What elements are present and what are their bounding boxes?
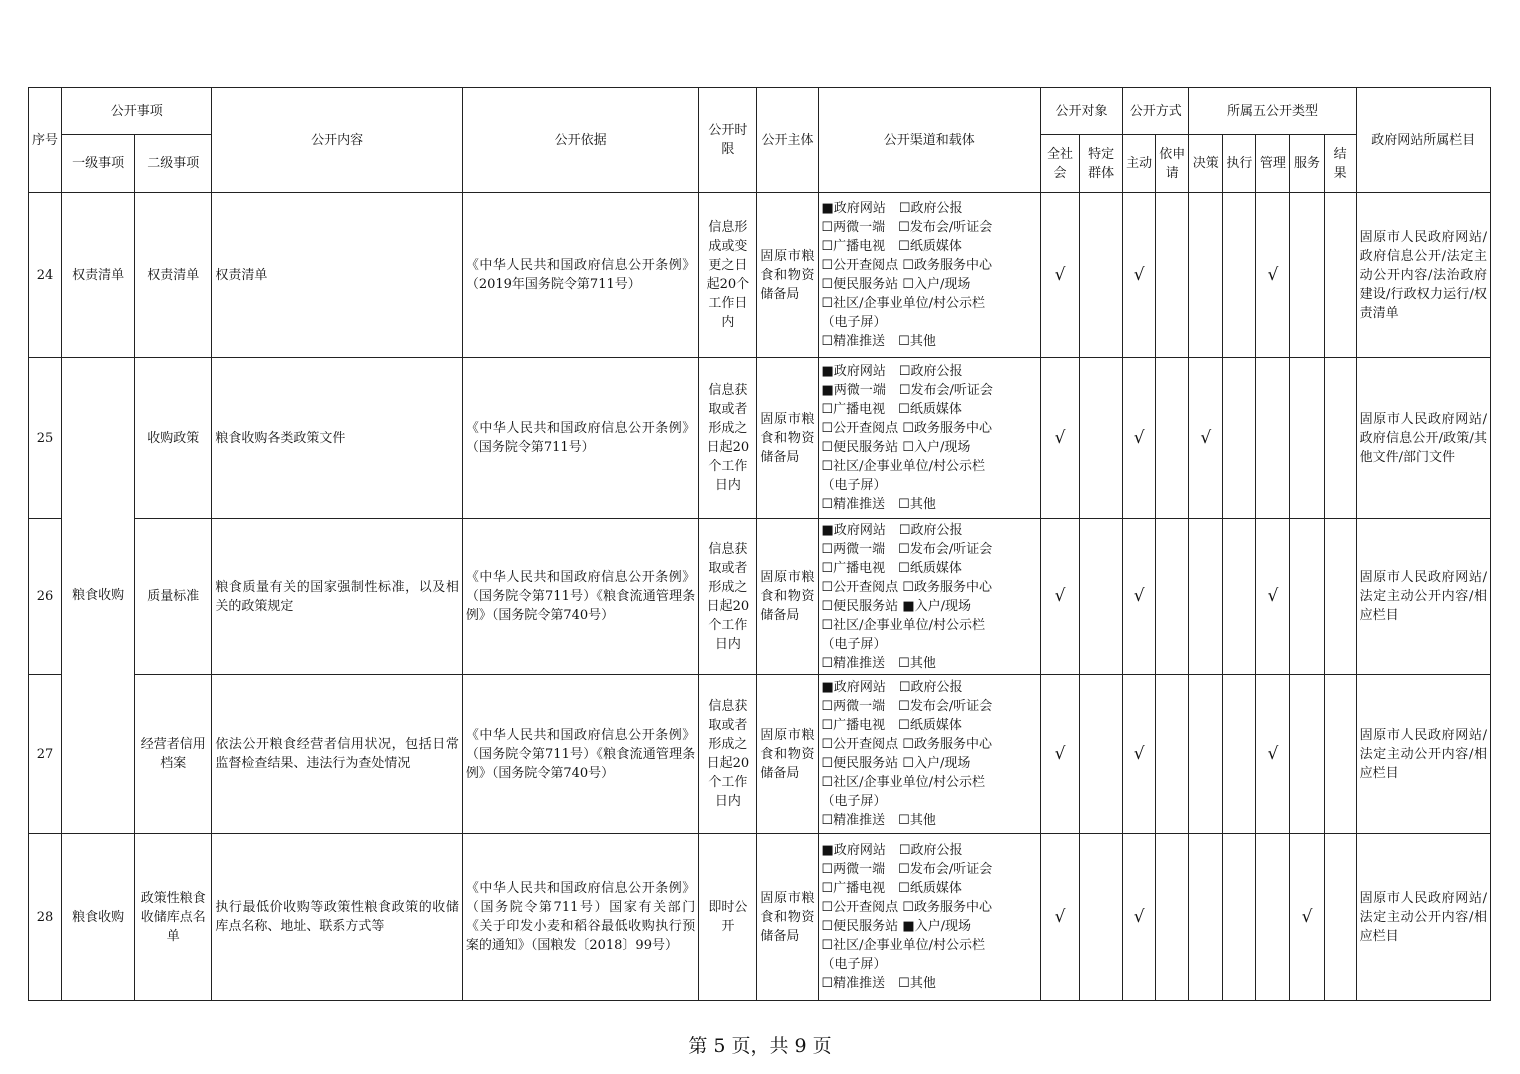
row-content: 权责清单 (212, 193, 462, 358)
row-website: 固原市人民政府网站/政府信息公开/法定主动公开内容/法治政府建设/行政权力运行/权责清单 (1356, 193, 1490, 358)
header-method-apply: 依申请 (1156, 135, 1189, 193)
row-type-manage (1256, 834, 1290, 1001)
table-row (29, 519, 1491, 675)
channel-line: ☐公开查阅点 ☐政务服务中心 (821, 737, 992, 753)
channel-line: ☐便民服务站 ☐入户/现场 (821, 277, 971, 293)
row-method-apply (1156, 834, 1189, 1001)
header-content: 公开内容 (212, 88, 462, 193)
channel-line: ☐公开查阅点 ☐政务服务中心 (821, 579, 992, 595)
header-channel: 公开渠道和载体 (818, 88, 1040, 193)
row-target-all: √ (1040, 674, 1079, 834)
row-website: 固原市人民政府网站/法定主动公开内容/相应栏目 (1356, 834, 1490, 1001)
row-level1: 权责清单 (62, 193, 135, 358)
header-target-all: 全社会 (1040, 135, 1079, 193)
header-method-group: 公开方式 (1123, 88, 1189, 135)
channel-line: ☐两微一端 ☐发布会/听证会 (821, 862, 993, 878)
row-seq: 27 (29, 674, 62, 834)
row-time-limit: 即时公开 (699, 834, 757, 1001)
row-channels (818, 357, 1040, 519)
table-row (29, 357, 1491, 519)
channel-line: （电子屏） (821, 636, 887, 652)
channel-line: ☐社区/企事业单位/村公示栏 (821, 938, 985, 954)
table-row (29, 834, 1491, 1001)
row-type-service (1290, 674, 1324, 834)
row-method-active: √ (1123, 193, 1156, 358)
row-method-active: √ (1123, 357, 1156, 519)
row-content: 粮食收购各类政策文件 (212, 357, 462, 519)
row-method-apply (1156, 193, 1189, 358)
row-channels (818, 834, 1040, 1001)
channel-line: ☐社区/企事业单位/村公示栏 (821, 296, 985, 312)
channel-line: ☐精准推送 ☐其他 (821, 813, 936, 829)
channel-line: ☐社区/企事业单位/村公示栏 (821, 775, 985, 791)
disclosure-table (28, 87, 1491, 1001)
row-time-limit: 信息获取或者形成之日起20个工作日内 (699, 674, 757, 834)
row-content: 依法公开粮食经营者信用状况，包括日常监督检查结果、违法行为查处情况 (212, 674, 462, 834)
header-seq: 序号 (29, 88, 62, 193)
row-website: 固原市人民政府网站/法定主动公开内容/相应栏目 (1356, 519, 1490, 675)
row-target-specific (1080, 357, 1123, 519)
row-type-execute (1223, 193, 1256, 358)
row-type-result (1324, 834, 1356, 1001)
row-target-specific (1080, 674, 1123, 834)
row-website: 固原市人民政府网站/法定主动公开内容/相应栏目 (1356, 674, 1490, 834)
row-level1: 粮食收购 (62, 357, 135, 834)
row-seq: 26 (29, 519, 62, 675)
channel-line: ☐精准推送 ☐其他 (821, 334, 936, 350)
row-channels (818, 193, 1040, 358)
channel-line: （电子屏） (821, 478, 887, 494)
row-type-execute (1223, 357, 1256, 519)
row-method-apply (1156, 357, 1189, 519)
row-type-service (1290, 519, 1324, 675)
row-type-manage: √ (1256, 193, 1290, 358)
channel-line: ☐精准推送 ☐其他 (821, 497, 936, 513)
row-target-specific (1080, 519, 1123, 675)
header-type-result: 结果 (1324, 135, 1356, 193)
row-channels (818, 519, 1040, 675)
header-level1: 一级事项 (62, 135, 135, 193)
channel-line: ☐广播电视 ☐纸质媒体 (821, 881, 962, 897)
header-website: 政府网站所属栏目 (1356, 88, 1490, 193)
channel-line: ■两微一端 ☐发布会/听证会 (821, 383, 993, 399)
channel-line: ☐广播电视 ☐纸质媒体 (821, 402, 962, 418)
header-target-specific: 特定群体 (1080, 135, 1123, 193)
channel-line: （电子屏） (821, 794, 887, 810)
channel-line: ☐便民服务站 ☐入户/现场 (821, 440, 971, 456)
channel-line: ☐广播电视 ☐纸质媒体 (821, 560, 962, 576)
row-level2: 质量标准 (135, 519, 212, 675)
row-type-result (1324, 674, 1356, 834)
row-type-service (1290, 357, 1324, 519)
row-level1: 粮食收购 (62, 834, 135, 1001)
row-time-limit: 信息获取或者形成之日起20个工作日内 (699, 519, 757, 675)
row-type-execute (1223, 674, 1256, 834)
row-channels (818, 674, 1040, 834)
channel-line: （电子屏） (821, 957, 887, 973)
row-type-decision: √ (1189, 357, 1223, 519)
header-level2: 二级事项 (135, 135, 212, 193)
header-type-manage: 管理 (1256, 135, 1290, 193)
row-basis: 《中华人民共和国政府信息公开条例》（国务院令第711号）国家有关部门《关于印发小麦和稻谷最低收购执行预案的通知》（国粮发〔2018〕99号） (462, 834, 698, 1001)
row-basis: 《中华人民共和国政府信息公开条例》（国务院令第711号）《粮食流通管理条例》（国务院令第740号） (462, 674, 698, 834)
row-level2: 收购政策 (135, 357, 212, 519)
channel-line: ☐社区/企事业单位/村公示栏 (821, 617, 985, 633)
row-target-specific (1080, 834, 1123, 1001)
row-level2: 政策性粮食收储库点名单 (135, 834, 212, 1001)
row-target-all: √ (1040, 193, 1079, 358)
row-subject: 固原市粮食和物资储备局 (757, 357, 818, 519)
row-method-active: √ (1123, 674, 1156, 834)
header-time-limit: 公开时限 (699, 88, 757, 193)
channel-line: ■政府网站 ☐政府公报 (821, 201, 963, 217)
row-website: 固原市人民政府网站/政府信息公开/政策/其他文件/部门文件 (1356, 357, 1490, 519)
channel-line: ☐广播电视 ☐纸质媒体 (821, 718, 962, 734)
header-method-active: 主动 (1123, 135, 1156, 193)
row-content: 粮食质量有关的国家强制性标准，以及相关的政策规定 (212, 519, 462, 675)
header-basis: 公开依据 (462, 88, 698, 193)
channel-line: ■政府网站 ☐政府公报 (821, 843, 963, 859)
channel-line: ☐公开查阅点 ☐政务服务中心 (821, 900, 992, 916)
channel-line: ☐便民服务站 ■入户/现场 (821, 598, 971, 614)
header-subject: 公开主体 (757, 88, 818, 193)
row-seq: 25 (29, 357, 62, 519)
row-subject: 固原市粮食和物资储备局 (757, 674, 818, 834)
row-target-all: √ (1040, 357, 1079, 519)
row-time-limit: 信息形成或变更之日起20个工作日内 (699, 193, 757, 358)
row-method-active: √ (1123, 519, 1156, 675)
row-type-result (1324, 519, 1356, 675)
header-items-group: 公开事项 (62, 88, 212, 135)
row-target-specific (1080, 193, 1123, 358)
row-subject: 固原市粮食和物资储备局 (757, 193, 818, 358)
page-footer: 第 5 页，共 9 页 (688, 1035, 832, 1057)
channel-line: ■政府网站 ☐政府公报 (821, 522, 963, 538)
channel-line: ☐两微一端 ☐发布会/听证会 (821, 220, 993, 236)
channel-line: ☐便民服务站 ■入户/现场 (821, 919, 971, 935)
row-target-all: √ (1040, 519, 1079, 675)
channel-line: ☐两微一端 ☐发布会/听证会 (821, 699, 993, 715)
row-basis: 《中华人民共和国政府信息公开条例》（国务院令第711号）《粮食流通管理条例》（国务院令第740号） (462, 519, 698, 675)
channel-line: ☐两微一端 ☐发布会/听证会 (821, 541, 993, 557)
row-time-limit: 信息获取或者形成之日起20个工作日内 (699, 357, 757, 519)
row-type-manage: √ (1256, 674, 1290, 834)
row-method-apply (1156, 674, 1189, 834)
row-method-apply (1156, 519, 1189, 675)
row-subject: 固原市粮食和物资储备局 (757, 519, 818, 675)
row-type-decision (1189, 519, 1223, 675)
header-type-execute: 执行 (1223, 135, 1256, 193)
channel-line: ■政府网站 ☐政府公报 (821, 680, 963, 696)
channel-line: ☐公开查阅点 ☐政务服务中心 (821, 258, 992, 274)
row-seq: 24 (29, 193, 62, 358)
channel-line: ☐公开查阅点 ☐政务服务中心 (821, 421, 992, 437)
row-type-result (1324, 357, 1356, 519)
table-row (29, 193, 1491, 358)
row-level2: 经营者信用档案 (135, 674, 212, 834)
row-type-execute (1223, 519, 1256, 675)
table-row (29, 674, 1491, 834)
row-type-decision (1189, 674, 1223, 834)
channel-line: ☐社区/企事业单位/村公示栏 (821, 459, 985, 475)
row-type-manage (1256, 357, 1290, 519)
row-type-service (1290, 193, 1324, 358)
row-basis: 《中华人民共和国政府信息公开条例》（2019年国务院令第711号） (462, 193, 698, 358)
row-type-decision (1189, 193, 1223, 358)
row-content: 执行最低价收购等政策性粮食政策的收储库点名称、地址、联系方式等 (212, 834, 462, 1001)
row-basis: 《中华人民共和国政府信息公开条例》（国务院令第711号） (462, 357, 698, 519)
row-type-execute (1223, 834, 1256, 1001)
channel-line: （电子屏） (821, 315, 887, 331)
row-target-all: √ (1040, 834, 1079, 1001)
channel-line: ☐精准推送 ☐其他 (821, 655, 936, 671)
header-row-1 (29, 88, 1491, 135)
row-method-active: √ (1123, 834, 1156, 1001)
row-subject: 固原市粮食和物资储备局 (757, 834, 818, 1001)
channel-line: ☐广播电视 ☐纸质媒体 (821, 239, 962, 255)
header-target-group: 公开对象 (1040, 88, 1122, 135)
header-type-service: 服务 (1290, 135, 1324, 193)
row-type-manage: √ (1256, 519, 1290, 675)
row-type-result (1324, 193, 1356, 358)
channel-line: ☐精准推送 ☐其他 (821, 976, 936, 992)
row-type-decision (1189, 834, 1223, 1001)
row-seq: 28 (29, 834, 62, 1001)
header-type-group: 所属五公开类型 (1189, 88, 1356, 135)
row-level2: 权责清单 (135, 193, 212, 358)
channel-line: ☐便民服务站 ☐入户/现场 (821, 756, 971, 772)
channel-line: ■政府网站 ☐政府公报 (821, 364, 963, 380)
header-type-decision: 决策 (1189, 135, 1223, 193)
row-type-service: √ (1290, 834, 1324, 1001)
